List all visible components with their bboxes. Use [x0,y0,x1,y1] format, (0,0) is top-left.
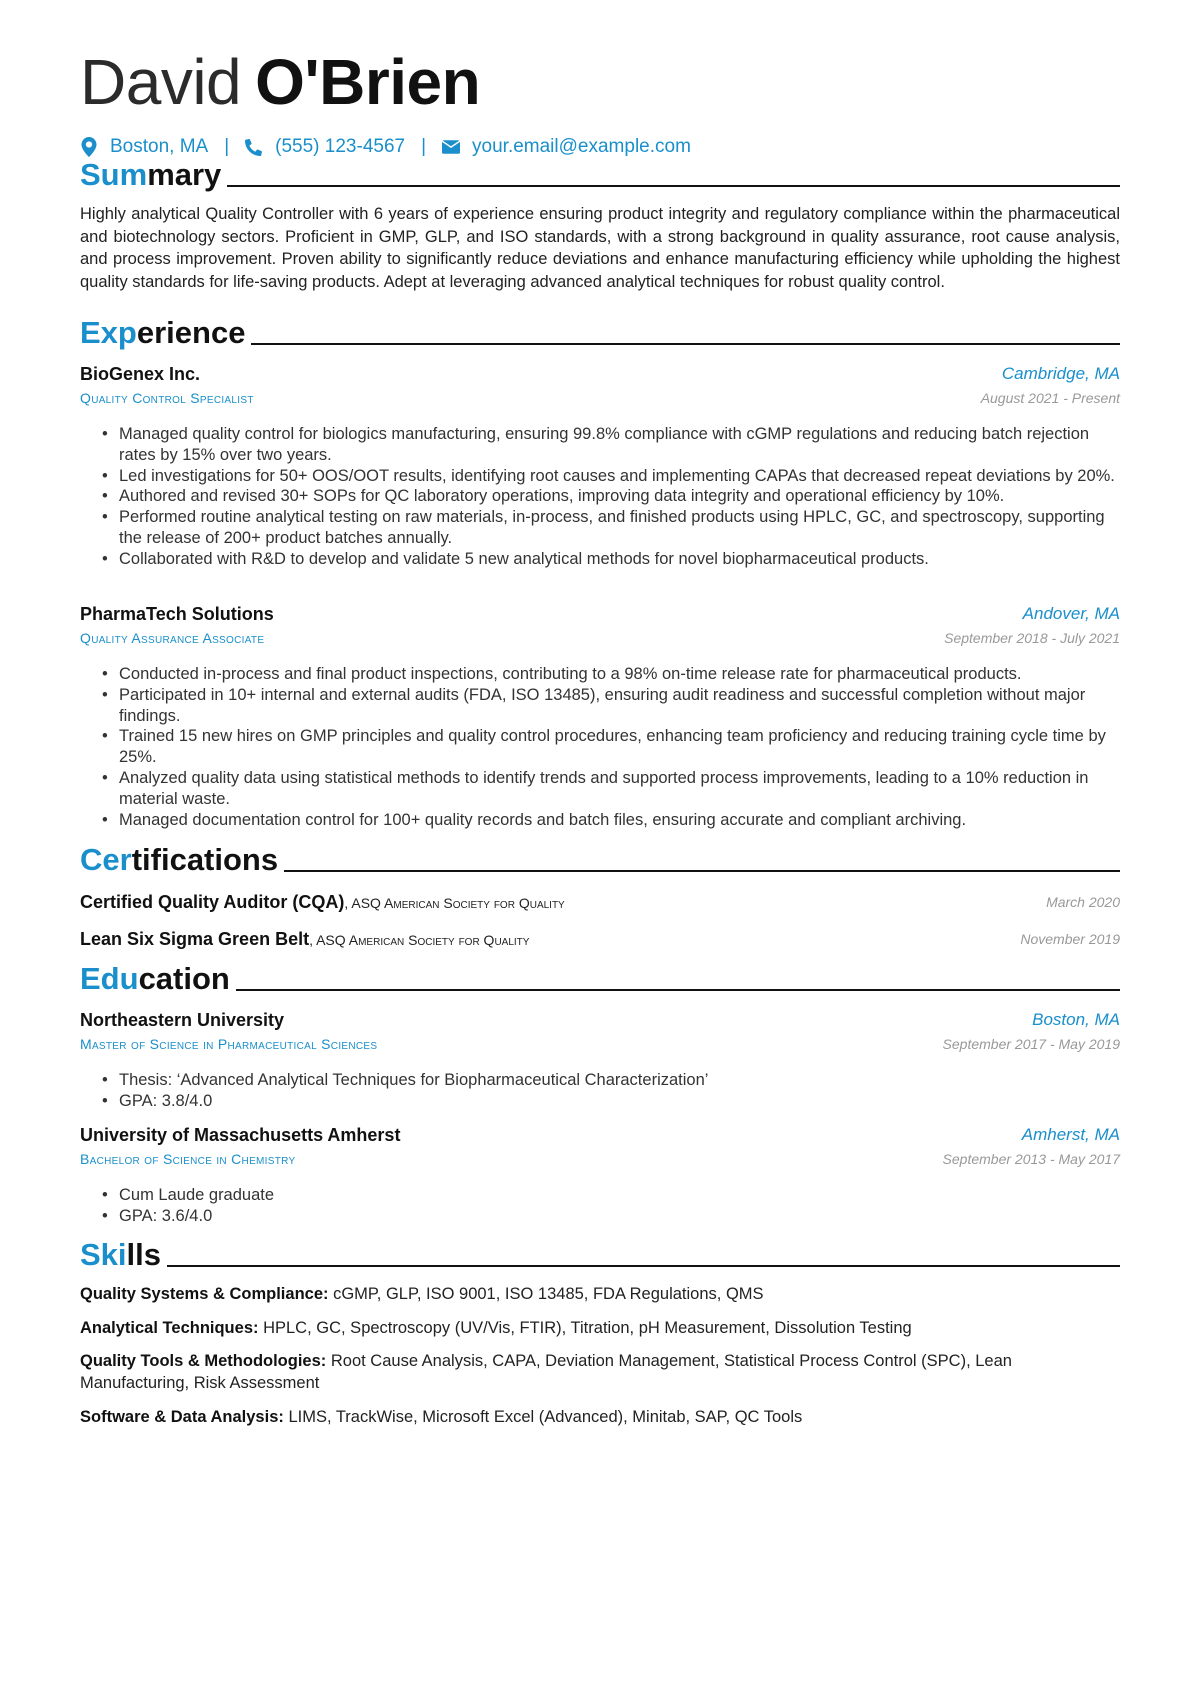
email-item[interactable] [442,136,691,158]
job-bullets [80,664,1120,830]
job-subheader [80,390,1120,410]
summary-heading [80,156,1120,194]
candidate-name [80,44,480,120]
skill-value: LIMS, TrackWise, Microsoft Excel (Advanced), Minitab, SAP, QC Tools [283,1408,803,1426]
certification-issuer: , ASQ American Society for Quality [309,932,530,948]
skill-label: Software & Data Analysis: [80,1408,284,1426]
skill-label: Analytical Techniques: [80,1319,259,1337]
list-item: • Led investigations for 50+ OOS/OOT results, identifying root causes and implementing CAPAs that decreased repeat deviations by 20%. [80,466,1120,487]
degree: Master of Science in Pharmaceutical Sciences [80,1036,378,1052]
job-role: Quality Assurance Associate [80,630,265,646]
list-item: • Cum Laude graduate [80,1185,1120,1206]
job-location: Andover, MA [1022,604,1120,623]
summary-text: Highly analytical Quality Controller with 6 years of experience ensuring product integrity and regulatory compliance within the pharmaceutical and biotechnology sectors. Proficient in GMP, GLP, and ISO standards, with a strong background in quality assurance, root cause analysis, and process improvement. Proven ability to significantly reduce deviations and enhance manufacturing efficiency while upholding the highest quality standards for life-saving products. Adept at leveraging advanced analytical techniques for robust quality control. [80,205,1120,291]
section-rule [227,185,1120,187]
first-name: David [80,46,242,118]
company-name: BioGenex Inc. [80,364,201,384]
skill-row [80,1350,1120,1394]
skill-row [80,1406,1120,1428]
phone-item [245,136,405,158]
certification-date: November 2019 [1020,931,1120,947]
job-bullets [80,424,1120,570]
section-rule [236,989,1120,991]
certification-issuer: , ASQ American Society for Quality [344,895,565,911]
certification-name: Certified Quality Auditor (CQA), ASQ American Society for Quality [80,892,565,912]
job-role: Quality Control Specialist [80,390,254,406]
experience-heading [80,314,1120,352]
school-name: Northeastern University [80,1010,285,1030]
degree: Bachelor of Science in Chemistry [80,1151,296,1167]
certifications-heading [80,841,1120,879]
school-subheader [80,1151,1120,1171]
job-dates: August 2021 - Present [980,390,1120,406]
section-title: Summary [80,157,222,192]
list-item: • Performed routine analytical testing on raw materials, in-process, and finished products using HPLC, GC, and spectroscopy, supporting the release of 200+ product batches annually. [80,507,1120,549]
school-subheader [80,1036,1120,1056]
certification-name: Lean Six Sigma Green Belt, ASQ American Society for Quality [80,929,530,949]
school-location: Amherst, MA [1021,1125,1120,1144]
school-header [80,1010,1120,1034]
section-title: Certifications [80,842,279,877]
email-link[interactable]: your.email@example.com [472,136,691,157]
company-name: PharmaTech Solutions [80,604,274,624]
job-dates: September 2018 - July 2021 [944,630,1120,646]
last-name: O'Brien [255,46,481,118]
school-bullets [80,1185,1120,1227]
skill-row [80,1283,1120,1305]
skill-value: HPLC, GC, Spectroscopy (UV/Vis, FTIR), Titration, pH Measurement, Dissolution Testing [258,1319,912,1337]
section-rule [284,870,1120,872]
section-title: Skills [80,1237,161,1272]
education-heading [80,960,1120,998]
school-bullets [80,1070,1120,1112]
certification-date: March 2020 [1046,894,1120,910]
contact-separator: | [421,136,427,157]
skill-row [80,1317,1120,1339]
school-dates: September 2017 - May 2019 [942,1036,1120,1052]
map-pin-icon [80,137,98,157]
skill-label: Quality Tools & Methodologies: [80,1352,327,1370]
school-dates: September 2013 - May 2017 [942,1151,1120,1167]
section-rule [251,343,1120,345]
list-item: • Analyzed quality data using statistical methods to identify trends and supported process improvements, leading to a 10% reduction in material waste. [80,768,1120,810]
skill-value: Root Cause Analysis, CAPA, Deviation Management, Statistical Process Control (SPC), Lean Manufacturing, Risk Assessment [80,1352,1012,1392]
location-item [80,136,208,158]
contact-separator: | [224,136,230,157]
list-item: • Conducted in-process and final product inspections, contributing to a 98% on-time release rate for pharmaceutical products. [80,664,1120,685]
school-header [80,1125,1120,1149]
list-item: • Managed documentation control for 100+ quality records and batch files, ensuring accurate and compliant archiving. [80,810,1120,831]
list-item: • Trained 15 new hires on GMP principles and quality control procedures, enhancing team proficiency and reducing training cycle time by 25%. [80,726,1120,768]
list-item: • GPA: 3.6/4.0 [80,1206,1120,1227]
job-location: Cambridge, MA [1001,364,1120,383]
list-item: • Collaborated with R&D to develop and validate 5 new analytical methods for novel biopharmaceutical products. [80,549,1120,570]
list-item: • GPA: 3.8/4.0 [80,1091,1120,1112]
certification-item [80,892,1120,918]
skill-value: cGMP, GLP, ISO 9001, ISO 13485, FDA Regulations, QMS [328,1285,764,1303]
job-subheader [80,630,1120,650]
section-title: Education [80,961,230,996]
phone-text: (555) 123-4567 [275,136,406,157]
certification-item [80,929,1120,955]
school-location: Boston, MA [1032,1010,1120,1029]
job-header [80,364,1120,388]
job-header [80,604,1120,628]
list-item: • Authored and revised 30+ SOPs for QC laboratory operations, improving data integrity and operational efficiency by 10%. [80,486,1120,507]
list-item: • Participated in 10+ internal and external audits (FDA, ISO 13485), ensuring audit readiness and successful completion without major findings. [80,685,1120,727]
phone-icon [245,137,263,157]
skill-label: Quality Systems & Compliance: [80,1285,329,1303]
skills-heading [80,1236,1120,1274]
school-name: University of Massachusetts Amherst [80,1125,401,1145]
section-rule [167,1265,1120,1267]
envelope-icon [442,137,460,157]
section-title: Experience [80,315,246,350]
location-text: Boston, MA [110,136,209,157]
list-item: • Managed quality control for biologics manufacturing, ensuring 99.8% compliance with cGMP regulations and reducing batch rejection rates by 15% over two years. [80,424,1120,466]
list-item: • Thesis: ‘Advanced Analytical Techniques for Biopharmaceutical Characterization’ [80,1070,1120,1091]
